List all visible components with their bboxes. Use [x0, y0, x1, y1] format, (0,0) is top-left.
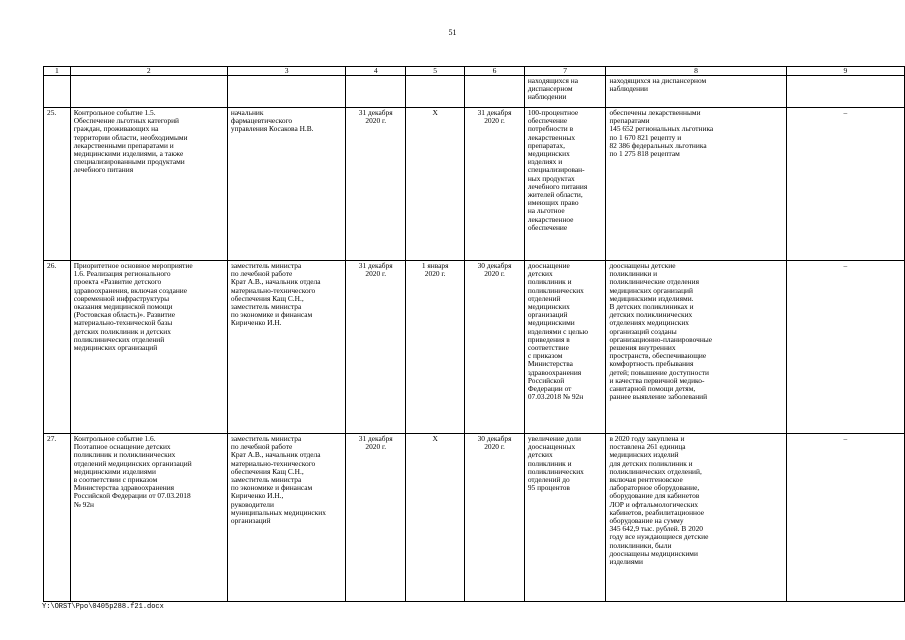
text-line: 2020 г. — [484, 116, 505, 126]
text-line: специализированными продуктами — [73, 157, 185, 167]
text-line: включая рентгеновское — [609, 475, 683, 485]
text-line: по лечебной работе — [230, 269, 293, 279]
table-row — [44, 108, 905, 261]
text-line: по лечебной работе — [230, 442, 293, 452]
text-line: и качества первичной медико- — [609, 375, 705, 385]
cell-end-date — [465, 108, 525, 261]
text-line: заместитель министра — [230, 261, 302, 270]
text-line: ЛОР и офтальмологических — [609, 499, 699, 509]
text-line: современной инфраструктуры — [73, 293, 170, 303]
text-line: 30 декабря — [477, 434, 512, 443]
text-line: руководители — [230, 499, 274, 509]
text-line: фармацевтического — [230, 116, 293, 126]
text-line: обеспечены лекарственными — [609, 108, 701, 117]
text-line: X — [432, 108, 438, 117]
row-number: 25. — [44, 108, 71, 261]
text-line: 31 декабря — [358, 108, 393, 117]
text-line: наблюдении — [527, 92, 567, 102]
text-line: оборудование на сумму — [609, 516, 684, 526]
header-cell: 8 — [606, 67, 786, 76]
text-line: детских — [527, 450, 553, 460]
text-line: поставлена 261 единица — [609, 442, 686, 452]
text-line: 1 января — [421, 261, 449, 270]
text-line: Министерства — [527, 359, 573, 369]
text-line: поликлиник и поликлинических — [73, 450, 176, 460]
text-line: 1.6. Реализация регионального — [73, 269, 171, 279]
text-line: в соответствии с приказом — [73, 475, 158, 485]
text-line: пространств, обеспечивающие — [609, 351, 707, 361]
text-line: году все нуждающиеся детские — [609, 532, 709, 542]
table-row — [44, 434, 905, 602]
text-line: поликлиник и — [527, 277, 572, 287]
header-cell: 5 — [405, 67, 464, 76]
row-number: 27. — [44, 434, 71, 602]
text-line: кабинетов, реабилитационное — [609, 507, 705, 517]
text-line: 31 декабря — [358, 434, 393, 443]
file-path-footer: Y:\ORST\Ppo\0405p288.f21.docx — [42, 603, 164, 611]
text-line: медицинских — [527, 149, 570, 159]
text-line: по экономике и финансам — [230, 483, 313, 493]
text-line: материально-технического — [230, 458, 316, 468]
cell-responsible — [227, 261, 346, 434]
text-line: поликлинических — [527, 466, 584, 476]
text-line: поликлинические отделения — [609, 277, 699, 287]
text-line: комфортность пребывания — [609, 359, 694, 369]
text-line: медицинских изделий — [609, 450, 679, 460]
text-line: препаратах, — [527, 140, 565, 150]
page-number: 51 — [448, 28, 457, 37]
header-cell: 2 — [70, 67, 227, 76]
cell-note: – — [786, 434, 904, 602]
text-line: лабораторное оборудование, — [609, 483, 700, 493]
cell-start-date — [405, 434, 464, 602]
cell-indicator — [524, 76, 606, 108]
text-line: 100-процентное — [527, 108, 579, 117]
cell-indicator — [524, 434, 606, 602]
text-line: наблюдении — [609, 84, 649, 94]
text-line: 95 процентов — [527, 483, 570, 493]
text-line: дооснащение — [527, 261, 570, 270]
text-line: лекарственными препаратами и — [73, 140, 174, 150]
cell-result — [606, 434, 786, 602]
text-line: жителей области, — [527, 190, 583, 200]
header-cell: 9 — [786, 67, 904, 76]
text-line: обеспечения Кащ С.Н., — [230, 293, 304, 303]
header-cell: 3 — [227, 67, 346, 76]
text-line: находящихся на — [527, 76, 579, 85]
text-line: В детских поликлиниках и — [609, 302, 694, 312]
report-table — [43, 66, 905, 602]
text-line: организаций созданы — [609, 326, 677, 336]
text-line: отделений медицинских организаций — [73, 458, 192, 468]
text-line: 2020 г. — [365, 116, 387, 126]
text-line: 82 386 федеральных льготника — [609, 140, 707, 150]
text-line: диспансерном — [527, 84, 573, 94]
text-line: поликлиники и — [609, 269, 658, 279]
cell-note: – — [786, 261, 904, 434]
text-line: отделениях медицинских — [609, 318, 690, 328]
text-line: Контрольное событие 1.6. — [73, 434, 156, 443]
text-line: начальник — [230, 108, 264, 117]
header-cell: 4 — [346, 67, 406, 76]
text-line: лечебного питания — [73, 165, 134, 175]
text-line: дооснащенных — [527, 442, 576, 452]
text-line: на льготное — [527, 206, 565, 216]
text-line: оказания медицинской помощи — [73, 302, 173, 312]
cell-result — [606, 76, 786, 108]
text-line: 07.03.2018 № 92н — [527, 392, 584, 402]
text-line: обеспечение — [527, 222, 568, 232]
text-line: оборудование для кабинетов — [609, 491, 700, 501]
text-line: 145 652 региональных льготника — [609, 124, 714, 134]
cell-end-date — [465, 261, 525, 434]
text-line: проекта «Развитие детского — [73, 277, 162, 287]
text-line: поликлиники, были — [609, 540, 672, 550]
text-line: организаций — [230, 516, 271, 526]
text-line: материально-технической базы — [73, 318, 173, 328]
text-line: поликлинических — [527, 285, 584, 295]
cell-plan-date — [346, 434, 406, 602]
text-line: материально-технического — [230, 285, 316, 295]
cell-start-date — [405, 261, 464, 434]
text-line: потребности в — [527, 124, 574, 134]
text-line: 2020 г. — [365, 442, 387, 452]
text-line: обеспечения Кащ С.Н., — [230, 466, 304, 476]
header-cell: 7 — [524, 67, 606, 76]
text-line: увеличение доли — [527, 434, 581, 443]
text-line: Министерства здравоохранения — [73, 483, 175, 493]
text-line: приведения в — [527, 334, 570, 344]
text-line: детских поликлиник и детских — [73, 326, 171, 336]
text-line: здравоохранения — [527, 367, 582, 377]
text-line: детских поликлинических — [609, 310, 693, 320]
text-line: отделений — [527, 293, 561, 303]
text-line: раннее выявление заболеваний — [609, 392, 708, 402]
text-line: с приказом — [527, 351, 563, 361]
text-line: Поэтапное оснащение детских — [73, 442, 171, 452]
text-line: для детских поликлиник и — [609, 458, 693, 468]
text-line: имеющих право — [527, 198, 579, 208]
text-line: Крат А.В., начальник отдела — [230, 450, 321, 460]
header-cell: 1 — [44, 67, 71, 76]
text-line: медицинских организаций — [73, 343, 158, 353]
text-line: дооснащены медицинскими — [609, 548, 698, 558]
cell-indicator — [524, 261, 606, 434]
text-line: № 92н — [73, 499, 94, 509]
text-line: Обеспечение льготных категорий — [73, 116, 179, 126]
cell-plan-date — [346, 261, 406, 434]
text-line: по 1 275 818 рецептам — [609, 149, 680, 159]
text-line: Российской Федерации от 07.03.2018 — [73, 491, 191, 501]
cell-result — [606, 108, 786, 261]
text-line: 2020 г. — [424, 269, 446, 279]
text-line: 345 642,9 тыс. рублей. В 2020 — [609, 524, 703, 534]
text-line: 30 декабря — [477, 261, 512, 270]
text-line: 2020 г. — [365, 269, 387, 279]
cell-indicator — [524, 108, 606, 261]
text-line: ных продуктах — [527, 173, 575, 183]
text-line: Российской — [527, 375, 565, 385]
text-line: (Ростовская область)». Развитие — [73, 310, 176, 320]
text-line: решения внутренних — [609, 343, 676, 353]
text-line: санитарной помощи детям, — [609, 384, 696, 394]
text-line: организационно-планировочные — [609, 334, 713, 344]
continuation-row — [44, 76, 905, 108]
text-line: медицинскими изделиями — [73, 466, 156, 476]
text-line: организаций — [527, 310, 568, 320]
cell-event — [70, 261, 227, 434]
text-line: Контрольное событие 1.5. — [73, 108, 156, 117]
text-line: поликлинических отделений — [73, 334, 165, 344]
cell-event — [70, 434, 227, 602]
text-line: заместитель министра — [230, 434, 302, 443]
text-line: 2020 г. — [484, 442, 505, 452]
text-line: граждан, проживающих на — [73, 124, 159, 134]
text-line: Приоритетное основное мероприятие — [73, 261, 193, 270]
text-line: поликлиник и — [527, 458, 572, 468]
text-line: изделиями — [609, 557, 643, 567]
cell-event — [70, 108, 227, 261]
text-line: 31 декабря — [477, 108, 512, 117]
text-line: по 1 670 821 рецепту и — [609, 132, 682, 142]
cell-note: – — [786, 108, 904, 261]
text-line: медицинских организаций — [609, 285, 693, 295]
text-line: управления Косакова Н.В. — [230, 124, 314, 134]
text-line: заместитель министра — [230, 302, 302, 312]
text-line: лекарственных — [527, 132, 576, 142]
cell-responsible — [227, 108, 346, 261]
text-line: медицинскими изделиями, а также — [73, 149, 184, 159]
text-line: специализирован- — [527, 165, 585, 175]
text-line: Кириченко И.Н. — [230, 318, 282, 328]
text-line: соответствие — [527, 343, 569, 353]
cell-responsible — [227, 434, 346, 602]
text-line: лекарственное — [527, 214, 574, 224]
text-line: здравоохранения, включая создание — [73, 285, 188, 295]
cell-result — [606, 261, 786, 434]
text-line: территории области, необходимыми — [73, 132, 188, 142]
text-line: X — [432, 434, 438, 443]
text-line: детских — [527, 269, 553, 279]
text-line: находящихся на диспансерном — [609, 76, 707, 85]
text-line: изделиях и — [527, 157, 563, 167]
cell-end-date — [465, 434, 525, 602]
text-line: по экономике и финансам — [230, 310, 313, 320]
text-line: медицинских — [527, 302, 570, 312]
text-line: медицинскими изделиями. — [609, 293, 694, 303]
text-line: Федерации от — [527, 384, 572, 394]
column-number-row — [44, 67, 905, 76]
text-line: Кириченко И.Н., — [230, 491, 284, 501]
cell-plan-date — [346, 108, 406, 261]
text-line: заместитель министра — [230, 475, 302, 485]
text-line: лечебного питания — [527, 181, 588, 191]
row-number: 26. — [44, 261, 71, 434]
text-line: изделиями с целью — [527, 326, 589, 336]
text-line: муниципальных медицинских — [230, 507, 326, 517]
text-line: обеспечение — [527, 116, 568, 126]
text-line: детей; повышение доступности — [609, 367, 709, 377]
header-cell: 6 — [465, 67, 525, 76]
text-line: в 2020 году закуплена и — [609, 434, 685, 443]
table-row — [44, 261, 905, 434]
text-line: Крат А.В., начальник отдела — [230, 277, 321, 287]
text-line: дооснащены детские — [609, 261, 676, 270]
text-line: препаратами — [609, 116, 650, 126]
text-line: медицинскими — [527, 318, 575, 328]
cell-start-date — [405, 108, 464, 261]
text-line: 31 декабря — [358, 261, 393, 270]
text-line: отделений до — [527, 475, 570, 485]
text-line: поликлинических отделений, — [609, 466, 702, 476]
text-line: 2020 г. — [484, 269, 505, 279]
